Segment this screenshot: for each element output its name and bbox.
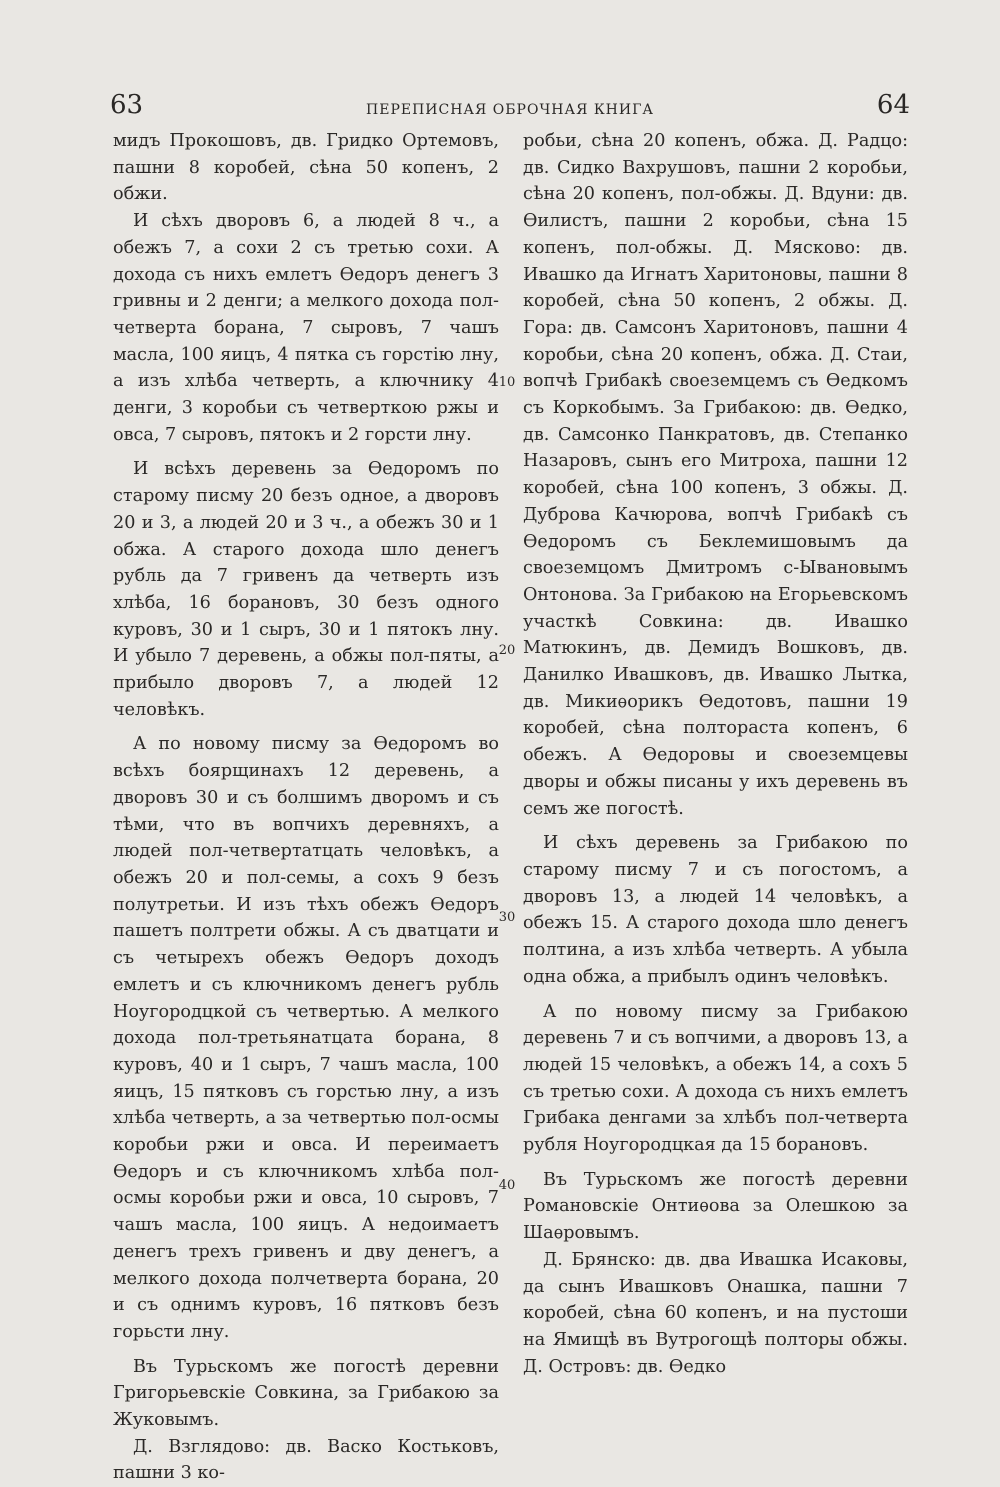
paragraph: И всѣхъ деревень за Ѳедоромъ по старому писму 20 безъ одное, а дворовъ 20 и 3, а людей 20 и 3 ч., а обежъ 30 и 1 обжа. А старого дохода шло денегъ рубль да 7 гривенъ да четверть изъ хлѣба, 16 борановъ, 30 безъ одного куровъ, 30 и 1 сыръ, 30 и 1 пятокъ лну. И убыло 7 деревень, а обжы пол-пяты, а прибыло дворовъ 7, а людей 12 человѣкъ. — [113, 459, 499, 720]
left-column — [113, 128, 499, 1487]
page-number-right: 64 — [876, 90, 910, 120]
line-number: 40 — [498, 1178, 516, 1193]
paragraph: Д. Взглядово: дв. Васко Костьковъ, пашни 3 ко- — [113, 1436, 499, 1484]
line-number: 30 — [498, 910, 516, 925]
paragraph: Въ Турьскомъ же погостѣ деревни Григорьевскіе Совкина, за Грибакою за Жуковымъ. — [113, 1356, 499, 1431]
page-number-left: 63 — [110, 90, 144, 120]
right-column — [523, 128, 908, 1380]
line-number: 20 — [498, 643, 516, 658]
paragraph: А по новому писму за Грибакою деревень 7 и съ вопчими, а дворовъ 13, а людей 15 человѣкъ, а обежъ 14, а сохъ 5 съ третью сохи. А дохода съ нихъ емлетъ Грибака денгами за хлѣбъ пол-четверта рубля Ноугородцкая да 15 борановъ. — [523, 1001, 908, 1156]
line-number: 10 — [498, 375, 516, 390]
paragraph: Д. Брянско: дв. два Ивашка Исаковы, да сынъ Ивашковъ Онашка, пашни 7 коробей, сѣна 60 копенъ, и на пустоши на Ямищѣ въ Вутрогощѣ полторы обжы. Д. Островъ: дв. Ѳедко — [523, 1249, 908, 1377]
paragraph: И сѣхъ деревень за Грибакою по старому писму 7 и съ погостомъ, а дворовъ 13, а людей 14 человѣкъ, а обежъ 15. А старого дохода шло денегъ полтина, а изъ хлѣба четверть. А убыла одна обжа, а прибылъ одинъ человѣкъ. — [523, 833, 908, 987]
paragraph: А по новому писму за Ѳедоромъ во всѣхъ боярщинахъ 12 деревень, а дворовъ 30 и съ болшимъ дворомъ и съ тѣми, что въ вопчихъ деревняхъ, а людей пол-четвертатцать человѣкъ, а обежъ 20 и пол-семы, а сохъ 9 безъ полутретьи. И изъ тѣхъ обежъ Ѳедоръ пашетъ полтрети обжы. А съ дватцати и съ четырехъ обежъ Ѳедоръ доходъ емлетъ и съ ключникомъ денегъ рубль Ноугородцкой съ четвертью. А мелкого дохода пол-третьянатцата борана, 8 куровъ, 40 и 1 сыръ, 7 чашъ масла, 100 яицъ, 15 пятковъ съ горстью лну, а изъ хлѣба четверть, а за четвертью пол-осмы коробьи ржи и овса. И переимаетъ Ѳедоръ и съ ключникомъ хлѣба пол-осмы коробьи ржи и овса, 10 сыровъ, 7 чашъ масла, 100 яицъ. А недоимаетъ денегъ трехъ гривенъ и дву денегъ, а мелкого дохода полчетверта борана, 20 и съ однимъ куровъ, 16 пятковъ безъ горьсти лну. — [113, 734, 499, 1342]
page-header — [110, 90, 910, 130]
paragraph: И сѣхъ дворовъ 6, а людей 8 ч., а обежъ 7, а сохи 2 съ третью сохи. А дохода съ нихъ емлетъ Ѳедоръ денегъ 3 гривны и 2 денги; а мелкого дохода пол-четверта борана, 7 сыровъ, 7 чашъ масла, 100 яицъ, 4 пятка съ горстію лну, а изъ хлѣба четверть, а ключнику 4 денги, 3 коробьи съ четверткою ржы и овса, 7 сыровъ, пятокъ и 2 горсти лну. — [113, 211, 499, 445]
paragraph: Въ Турьскомъ же погостѣ деревни Романовскіе Онтиѳова за Олешкою за Шаѳровымъ. — [523, 1169, 908, 1244]
running-title: ПЕРЕПИСНАЯ ОБРОЧНАЯ КНИГА — [366, 102, 654, 118]
paragraph: робьи, сѣна 20 копенъ, обжа. Д. Радцо: дв. Сидко Вахрушовъ, пашни 2 коробьи, сѣна 20 копенъ, пол-обжы. Д. Вдуни: дв. Ѳилистъ, пашни 2 коробьи, сѣна 15 копенъ, пол-обжы. Д. Мясково: дв. Ивашко да Игнатъ Харитоновы, пашни 8 коробей, сѣна 50 копенъ, 2 обжы. Д. Гора: дв. Самсонъ Харитоновъ, пашни 4 коробьи, сѣна 20 копенъ, обжа. Д. Стаи, вопчѣ Грибакѣ своеземцемъ съ Ѳедкомъ съ Коркобымъ. За Грибакою: дв. Ѳедко, дв. Самсонко Панкратовъ, дв. Степанко Назаровъ, сынъ его Митроха, пашни 12 коробей, сѣна 100 копенъ, 3 обжы. Д. Дуброва Качюрова, вопчѣ Грибакѣ съ Ѳедоромъ съ Беклемишовымъ да своеземцомъ Дмитромъ с-Ывановымъ Онтонова. За Грибакою на Егорьевскомъ участкѣ Совкина: дв. Ивашко Матюкинъ, дв. Демидъ Вошковъ, дв. Данилко Ивашковъ, дв. Ивашко Лытка, дв. Микиѳорикъ Ѳедотовъ, пашни 19 коробей, сѣна полтораста копенъ, 6 обежъ. А Ѳедоровы и своеземцевы дворы и обжы писаны у ихъ деревень въ семъ же погостѣ. — [523, 131, 908, 819]
paragraph: мидъ Прокошовъ, дв. Гридко Ортемовъ, пашни 8 коробей, сѣна 50 копенъ, 2 обжи. — [113, 131, 499, 205]
